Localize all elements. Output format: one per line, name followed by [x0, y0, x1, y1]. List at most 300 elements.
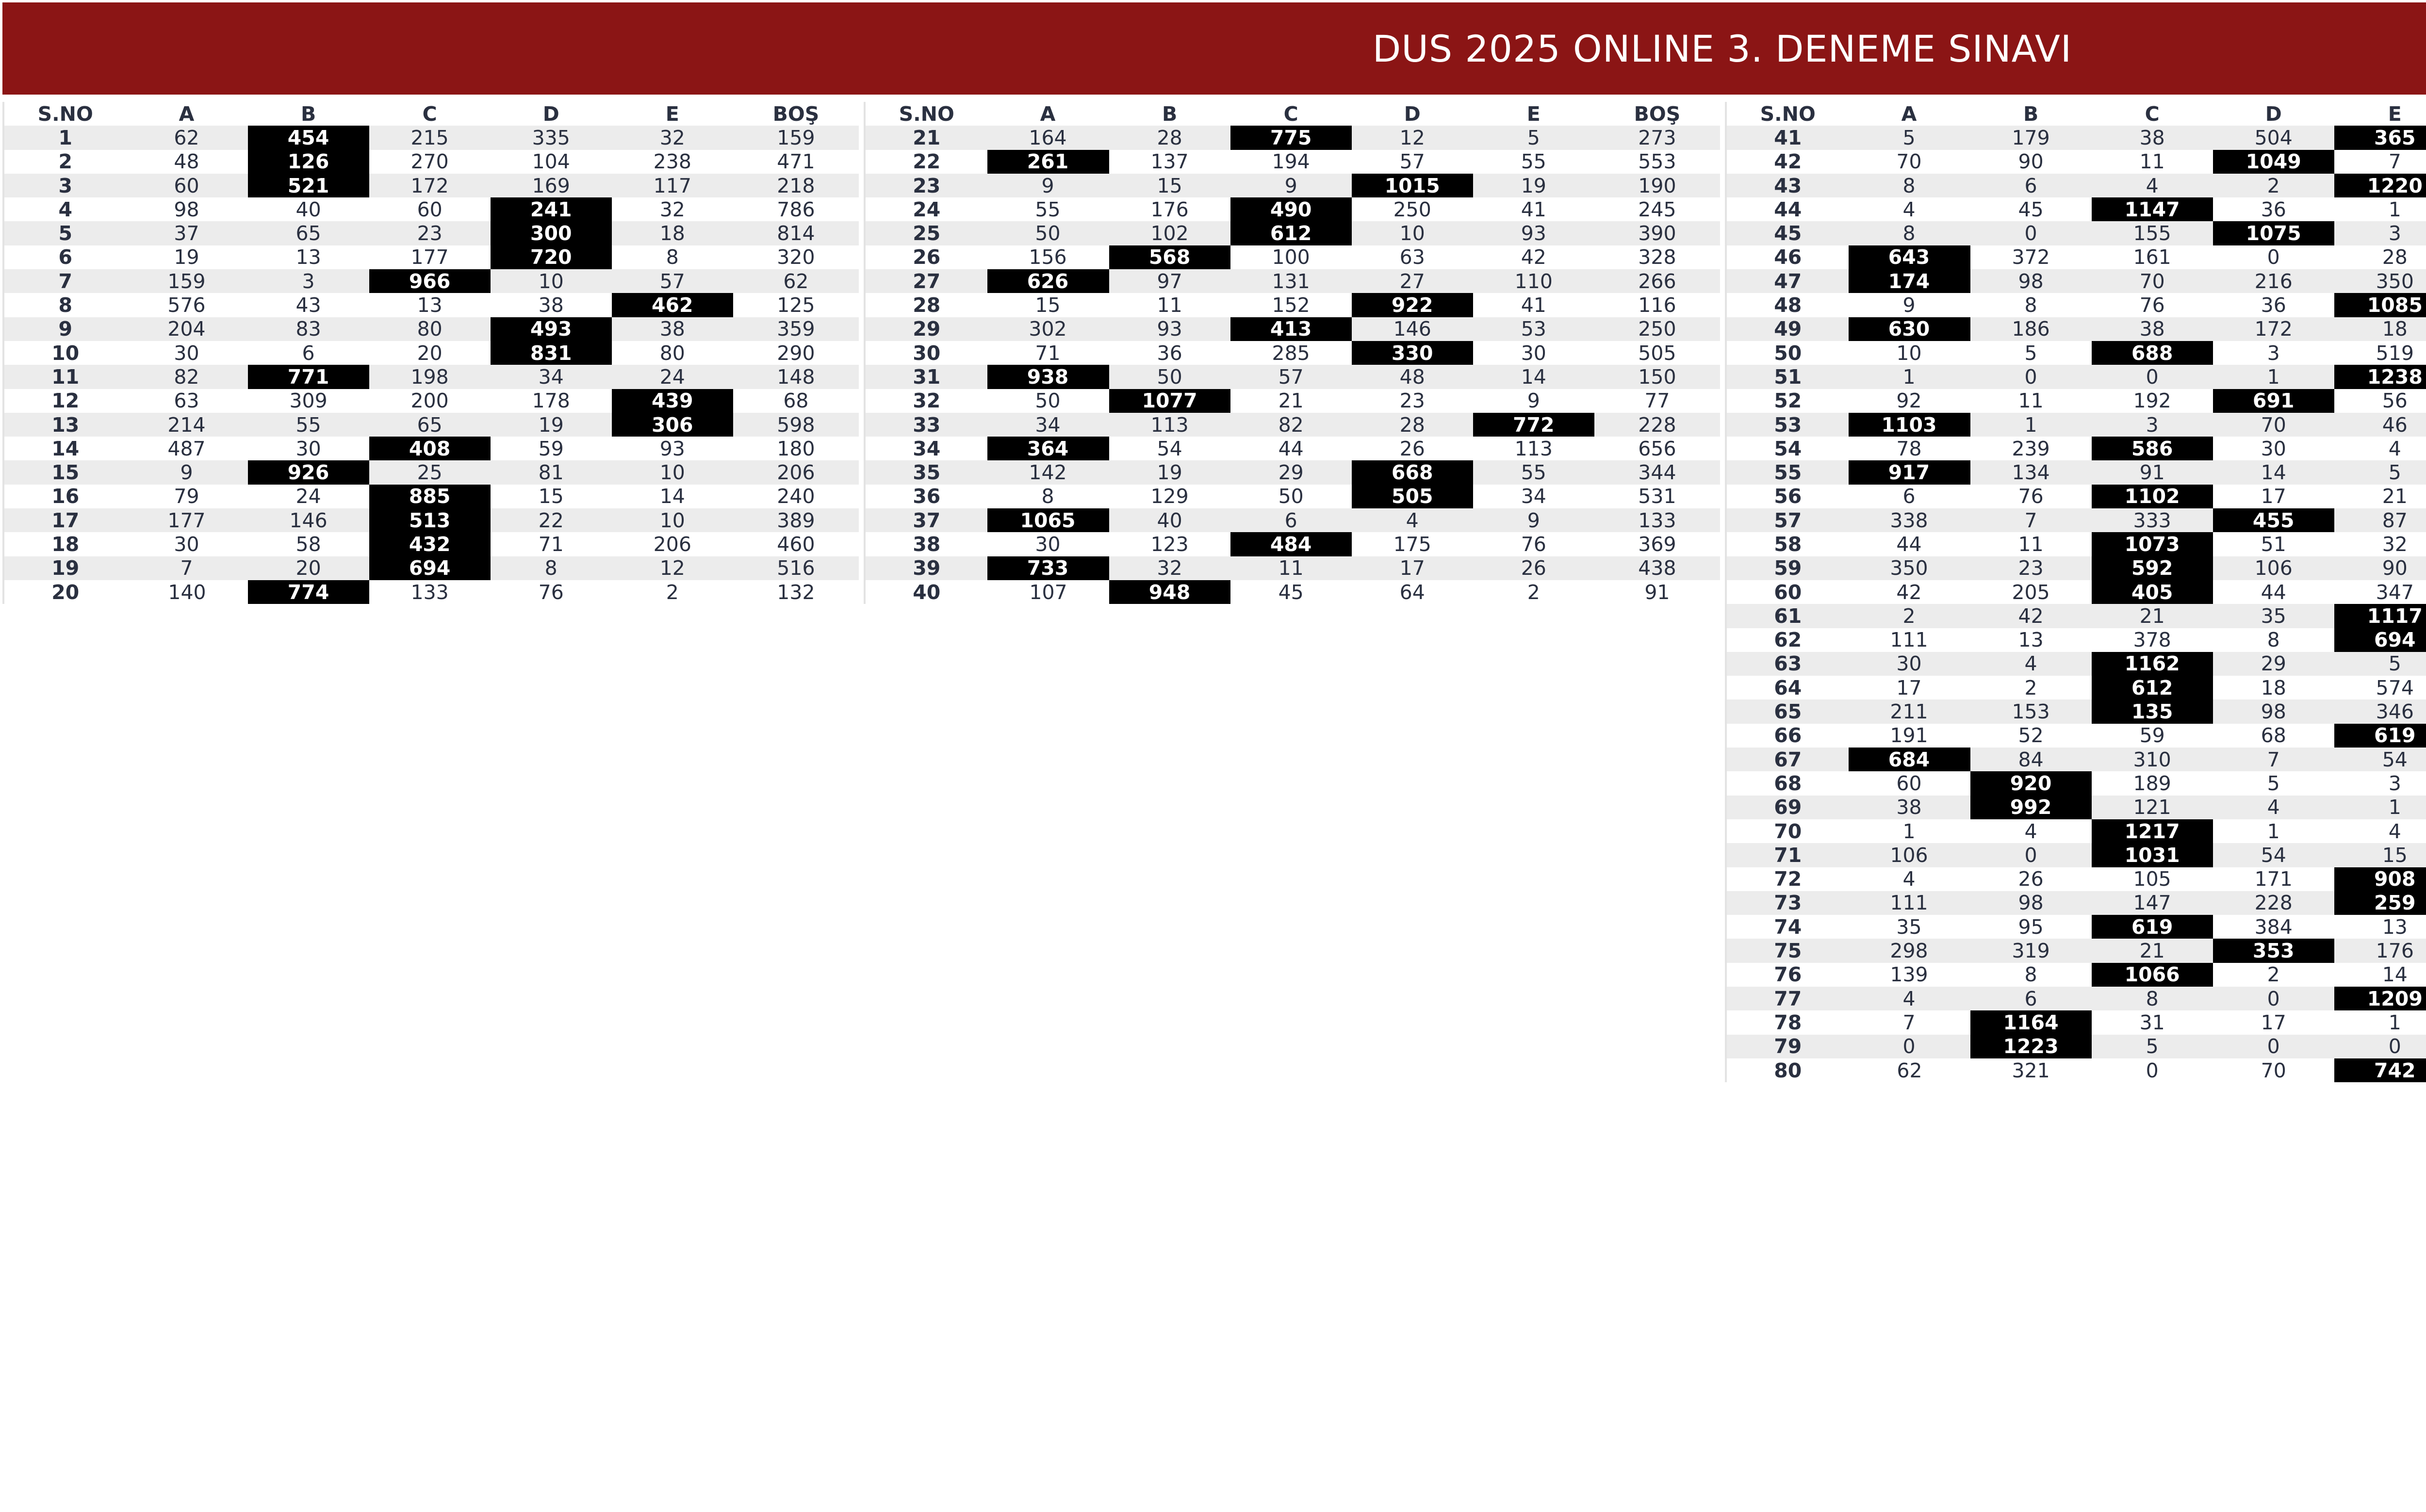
option-a-count: 38: [1849, 796, 1970, 819]
column-header-b: B: [248, 102, 369, 126]
option-b-count: 4: [1970, 819, 2092, 843]
correct-answer-count: 948: [1109, 580, 1230, 604]
option-a-count: 79: [126, 485, 247, 508]
option-b-count: 6: [248, 341, 369, 365]
blank-count: 531: [1594, 485, 1720, 508]
table-row: [865, 174, 1720, 197]
correct-answer-count: 612: [1230, 221, 1352, 245]
table-row: [1726, 1010, 2426, 1034]
option-c-count: 21: [2092, 604, 2213, 628]
table-row: [1726, 245, 2426, 269]
correct-answer-count: 490: [1230, 197, 1352, 221]
option-d-count: 0: [2213, 245, 2334, 269]
question-number: 46: [1726, 245, 1849, 269]
correct-answer-count: 668: [1352, 460, 1473, 484]
option-a-count: 55: [987, 197, 1109, 221]
blank-count: 159: [733, 126, 859, 149]
table-row: [865, 245, 1720, 269]
option-d-count: 171: [2213, 867, 2334, 891]
option-e-count: 56: [2334, 389, 2426, 413]
correct-answer-count: 1102: [2092, 485, 2213, 508]
option-c-count: 133: [369, 580, 491, 604]
option-a-count: 8: [987, 485, 1109, 508]
question-number: 78: [1726, 1010, 1849, 1034]
blank-count: 460: [733, 532, 859, 556]
question-number: 18: [3, 532, 126, 556]
question-number: 23: [865, 174, 987, 197]
option-a-count: 37: [126, 221, 247, 245]
table-row: [1726, 796, 2426, 819]
column-header-d: D: [2213, 102, 2334, 126]
option-c-count: 215: [369, 126, 491, 149]
question-number: 19: [3, 556, 126, 580]
correct-answer-count: 306: [612, 413, 733, 437]
correct-answer-count: 568: [1109, 245, 1230, 269]
option-d-count: 7: [2213, 748, 2334, 771]
option-e-count: 93: [1473, 221, 1594, 245]
table-row: [3, 150, 859, 174]
option-b-count: 65: [248, 221, 369, 245]
option-c-count: 11: [2092, 150, 2213, 174]
option-c-count: 60: [369, 197, 491, 221]
table-row: [1726, 508, 2426, 532]
option-d-count: 175: [1352, 532, 1473, 556]
option-d-count: 44: [2213, 580, 2334, 604]
option-d-count: 48: [1352, 365, 1473, 389]
blank-count: 132: [733, 580, 859, 604]
correct-answer-count: 774: [248, 580, 369, 604]
table-row: [865, 317, 1720, 341]
option-b-count: 19: [1109, 460, 1230, 484]
correct-answer-count: 405: [2092, 580, 2213, 604]
question-number: 3: [3, 174, 126, 197]
question-number: 8: [3, 293, 126, 317]
question-number: 1: [3, 126, 126, 149]
option-d-count: 169: [491, 174, 612, 197]
option-c-count: 65: [369, 413, 491, 437]
option-a-count: 107: [987, 580, 1109, 604]
question-number: 33: [865, 413, 987, 437]
table-row: [1726, 150, 2426, 174]
option-e-count: 14: [1473, 365, 1594, 389]
option-e-count: 41: [1473, 197, 1594, 221]
option-e-count: 4: [2334, 819, 2426, 843]
option-c-count: 76: [2092, 293, 2213, 317]
question-number: 73: [1726, 891, 1849, 915]
column-header-sno: S.NO: [1726, 102, 1849, 126]
option-c-count: 4: [2092, 174, 2213, 197]
option-b-count: 32: [1109, 556, 1230, 580]
option-e-count: 26: [1473, 556, 1594, 580]
option-d-count: 28: [1352, 413, 1473, 437]
option-d-count: 36: [2213, 293, 2334, 317]
option-c-count: 5: [2092, 1035, 2213, 1058]
question-number: 80: [1726, 1058, 1849, 1082]
option-d-count: 216: [2213, 269, 2334, 293]
option-e-count: 42: [1473, 245, 1594, 269]
question-number: 13: [3, 413, 126, 437]
option-e-count: 46: [2334, 413, 2426, 437]
option-b-count: 11: [1970, 389, 2092, 413]
option-c-count: 21: [1230, 389, 1352, 413]
correct-answer-count: 694: [369, 556, 491, 580]
blank-count: 389: [733, 508, 859, 532]
table-row: [1726, 1035, 2426, 1058]
blank-count: 180: [733, 437, 859, 460]
option-c-count: 105: [2092, 867, 2213, 891]
option-e-count: 57: [612, 269, 733, 293]
table-row: [1726, 819, 2426, 843]
correct-answer-count: 413: [1230, 317, 1352, 341]
option-b-count: 134: [1970, 460, 2092, 484]
blank-count: 553: [1594, 150, 1720, 174]
option-e-count: 38: [612, 317, 733, 341]
question-number: 24: [865, 197, 987, 221]
table-row: [865, 197, 1720, 221]
option-e-count: 76: [1473, 532, 1594, 556]
table-row: [1726, 1058, 2426, 1082]
option-e-count: 10: [612, 508, 733, 532]
question-number: 75: [1726, 939, 1849, 962]
correct-answer-count: 126: [248, 150, 369, 174]
option-b-count: 24: [248, 485, 369, 508]
blank-count: 206: [733, 460, 859, 484]
table-row: [3, 365, 859, 389]
option-a-count: 17: [1849, 676, 1970, 699]
option-a-count: 9: [1849, 293, 1970, 317]
column-header-c: C: [2092, 102, 2213, 126]
table-row: [865, 269, 1720, 293]
correct-answer-count: 917: [1849, 460, 1970, 484]
question-number: 41: [1726, 126, 1849, 149]
option-e-count: 1: [2334, 796, 2426, 819]
table-row: [865, 341, 1720, 365]
table-row: [3, 174, 859, 197]
option-e-count: 206: [612, 532, 733, 556]
correct-answer-count: 586: [2092, 437, 2213, 460]
option-e-count: 117: [612, 174, 733, 197]
correct-answer-count: 353: [2213, 939, 2334, 962]
table-row: [865, 293, 1720, 317]
table-row: [865, 150, 1720, 174]
option-a-count: 156: [987, 245, 1109, 269]
correct-answer-count: 691: [2213, 389, 2334, 413]
option-c-count: 147: [2092, 891, 2213, 915]
option-a-count: 576: [126, 293, 247, 317]
option-b-count: 146: [248, 508, 369, 532]
table-row: [3, 341, 859, 365]
option-b-count: 2: [1970, 676, 2092, 699]
option-e-count: 24: [612, 365, 733, 389]
option-e-count: 30: [1473, 341, 1594, 365]
table-row: [1726, 437, 2426, 460]
blank-count: 240: [733, 485, 859, 508]
option-d-count: 35: [2213, 604, 2334, 628]
option-c-count: 70: [2092, 269, 2213, 293]
option-d-count: 63: [1352, 245, 1473, 269]
option-a-count: 60: [1849, 771, 1970, 795]
option-c-count: 23: [369, 221, 491, 245]
option-a-count: 4: [1849, 867, 1970, 891]
option-a-count: 6: [1849, 485, 1970, 508]
option-e-count: 347: [2334, 580, 2426, 604]
correct-answer-count: 364: [987, 437, 1109, 460]
correct-answer-count: 1238: [2334, 365, 2426, 389]
option-d-count: 2: [2213, 963, 2334, 987]
option-c-count: 333: [2092, 508, 2213, 532]
table-row: [1726, 580, 2426, 604]
option-c-count: 45: [1230, 580, 1352, 604]
option-b-count: 11: [1970, 532, 2092, 556]
column-header-c: C: [369, 102, 491, 126]
correct-answer-count: 694: [2334, 628, 2426, 652]
table-row: [1726, 939, 2426, 962]
blank-count: 250: [1594, 317, 1720, 341]
option-d-count: 14: [2213, 460, 2334, 484]
option-d-count: 12: [1352, 126, 1473, 149]
question-number: 58: [1726, 532, 1849, 556]
option-b-count: 97: [1109, 269, 1230, 293]
question-number: 50: [1726, 341, 1849, 365]
option-c-count: 8: [2092, 987, 2213, 1010]
option-c-count: 270: [369, 150, 491, 174]
table-row: [3, 126, 859, 149]
option-a-count: 62: [1849, 1058, 1970, 1082]
question-number: 25: [865, 221, 987, 245]
option-b-count: 186: [1970, 317, 2092, 341]
blank-count: 273: [1594, 126, 1720, 149]
option-e-count: 5: [1473, 126, 1594, 149]
option-e-count: 5: [2334, 652, 2426, 676]
option-b-count: 55: [248, 413, 369, 437]
option-b-count: 45: [1970, 197, 2092, 221]
option-e-count: 19: [1473, 174, 1594, 197]
option-a-count: 338: [1849, 508, 1970, 532]
option-b-count: 123: [1109, 532, 1230, 556]
correct-answer-count: 513: [369, 508, 491, 532]
results-table-questions-1-20: [2, 102, 859, 604]
correct-answer-count: 1073: [2092, 532, 2213, 556]
option-d-count: 250: [1352, 197, 1473, 221]
option-d-count: 71: [491, 532, 612, 556]
option-d-count: 0: [2213, 987, 2334, 1010]
option-a-count: 298: [1849, 939, 1970, 962]
option-d-count: 384: [2213, 915, 2334, 939]
question-number: 35: [865, 460, 987, 484]
blank-count: 125: [733, 293, 859, 317]
table-row: [3, 245, 859, 269]
correct-answer-count: 742: [2334, 1058, 2426, 1082]
correct-answer-count: 300: [491, 221, 612, 245]
correct-answer-count: 733: [987, 556, 1109, 580]
question-number: 14: [3, 437, 126, 460]
option-b-count: 40: [1109, 508, 1230, 532]
question-number: 48: [1726, 293, 1849, 317]
option-b-count: 52: [1970, 724, 2092, 748]
option-c-count: 91: [2092, 460, 2213, 484]
option-c-count: 177: [369, 245, 491, 269]
question-number: 22: [865, 150, 987, 174]
option-c-count: 25: [369, 460, 491, 484]
blank-count: 150: [1594, 365, 1720, 389]
option-d-count: 27: [1352, 269, 1473, 293]
table-row: [1726, 867, 2426, 891]
correct-answer-count: 1117: [2334, 604, 2426, 628]
option-e-count: 350: [2334, 269, 2426, 293]
option-d-count: 15: [491, 485, 612, 508]
option-e-count: 93: [612, 437, 733, 460]
table-row: [1726, 341, 2426, 365]
option-d-count: 70: [2213, 1058, 2334, 1082]
option-b-count: 176: [1109, 197, 1230, 221]
option-b-count: 7: [1970, 508, 2092, 532]
correct-answer-count: 462: [612, 293, 733, 317]
question-number: 74: [1726, 915, 1849, 939]
option-b-count: 30: [248, 437, 369, 460]
option-e-count: 53: [1473, 317, 1594, 341]
question-number: 26: [865, 245, 987, 269]
column-header-c: C: [1230, 102, 1352, 126]
table-row: [865, 437, 1720, 460]
option-b-count: 93: [1109, 317, 1230, 341]
blank-count: 91: [1594, 580, 1720, 604]
option-a-count: 10: [1849, 341, 1970, 365]
option-b-count: 58: [248, 532, 369, 556]
blank-count: 218: [733, 174, 859, 197]
option-c-count: 31: [2092, 1010, 2213, 1034]
correct-answer-count: 454: [248, 126, 369, 149]
question-number: 40: [865, 580, 987, 604]
option-b-count: 90: [1970, 150, 2092, 174]
correct-answer-count: 521: [248, 174, 369, 197]
table-row: [1726, 269, 2426, 293]
correct-answer-count: 1049: [2213, 150, 2334, 174]
option-a-count: 204: [126, 317, 247, 341]
option-c-count: 198: [369, 365, 491, 389]
option-a-count: 60: [126, 174, 247, 197]
question-number: 27: [865, 269, 987, 293]
question-number: 51: [1726, 365, 1849, 389]
option-e-count: 18: [2334, 317, 2426, 341]
correct-answer-count: 1075: [2213, 221, 2334, 245]
question-number: 66: [1726, 724, 1849, 748]
correct-answer-count: 1031: [2092, 843, 2213, 867]
option-c-count: 152: [1230, 293, 1352, 317]
table-row: [865, 365, 1720, 389]
option-e-count: 4: [2334, 437, 2426, 460]
option-d-count: 504: [2213, 126, 2334, 149]
option-b-count: 54: [1109, 437, 1230, 460]
question-number: 59: [1726, 556, 1849, 580]
table-row: [865, 508, 1720, 532]
column-header-b: B: [1109, 102, 1230, 126]
option-b-count: 3: [248, 269, 369, 293]
table-row: [1726, 317, 2426, 341]
option-a-count: 350: [1849, 556, 1970, 580]
correct-answer-count: 1065: [987, 508, 1109, 532]
option-a-count: 164: [987, 126, 1109, 149]
option-b-count: 6: [1970, 987, 2092, 1010]
option-d-count: 10: [1352, 221, 1473, 245]
option-b-count: 319: [1970, 939, 2092, 962]
question-number: 71: [1726, 843, 1849, 867]
option-a-count: 98: [126, 197, 247, 221]
table-row: [1726, 676, 2426, 699]
question-number: 4: [3, 197, 126, 221]
option-a-count: 50: [987, 389, 1109, 413]
blank-count: 116: [1594, 293, 1720, 317]
option-c-count: 13: [369, 293, 491, 317]
blank-count: 656: [1594, 437, 1720, 460]
question-number: 53: [1726, 413, 1849, 437]
blank-count: 471: [733, 150, 859, 174]
table-row: [3, 460, 859, 484]
correct-answer-count: 330: [1352, 341, 1473, 365]
question-number: 52: [1726, 389, 1849, 413]
option-a-count: 30: [126, 532, 247, 556]
question-number: 62: [1726, 628, 1849, 652]
option-c-count: 121: [2092, 796, 2213, 819]
correct-answer-count: 135: [2092, 699, 2213, 723]
option-b-count: 5: [1970, 341, 2092, 365]
question-number: 20: [3, 580, 126, 604]
question-number: 64: [1726, 676, 1849, 699]
question-number: 37: [865, 508, 987, 532]
option-b-count: 98: [1970, 891, 2092, 915]
option-e-count: 34: [1473, 485, 1594, 508]
table-row: [865, 126, 1720, 149]
table-row: [1726, 628, 2426, 652]
option-b-count: 309: [248, 389, 369, 413]
option-a-count: 1: [1849, 819, 1970, 843]
option-d-count: 22: [491, 508, 612, 532]
correct-answer-count: 772: [1473, 413, 1594, 437]
blank-count: 290: [733, 341, 859, 365]
option-d-count: 106: [2213, 556, 2334, 580]
option-d-count: 0: [2213, 1035, 2334, 1058]
option-d-count: 30: [2213, 437, 2334, 460]
option-a-count: 140: [126, 580, 247, 604]
question-number: 15: [3, 460, 126, 484]
option-d-count: 17: [2213, 1010, 2334, 1034]
option-b-count: 4: [1970, 652, 2092, 676]
option-a-count: 9: [987, 174, 1109, 197]
table-row: [1726, 771, 2426, 795]
table-row: [1726, 699, 2426, 723]
correct-answer-count: 966: [369, 269, 491, 293]
table-row: [3, 389, 859, 413]
option-a-count: 35: [1849, 915, 1970, 939]
option-b-count: 11: [1109, 293, 1230, 317]
option-c-count: 172: [369, 174, 491, 197]
table-row: [3, 485, 859, 508]
option-d-count: 19: [491, 413, 612, 437]
table-row: [1726, 891, 2426, 915]
option-c-count: 200: [369, 389, 491, 413]
option-d-count: 17: [2213, 485, 2334, 508]
option-e-count: 87: [2334, 508, 2426, 532]
correct-answer-count: 174: [1849, 269, 1970, 293]
results-table-questions-21-40: [864, 102, 1720, 604]
question-number: 34: [865, 437, 987, 460]
option-d-count: 54: [2213, 843, 2334, 867]
correct-answer-count: 643: [1849, 245, 1970, 269]
question-number: 68: [1726, 771, 1849, 795]
option-c-count: 50: [1230, 485, 1352, 508]
table-row: [865, 556, 1720, 580]
column-header-bos: BOŞ: [733, 102, 859, 126]
option-a-count: 191: [1849, 724, 1970, 748]
